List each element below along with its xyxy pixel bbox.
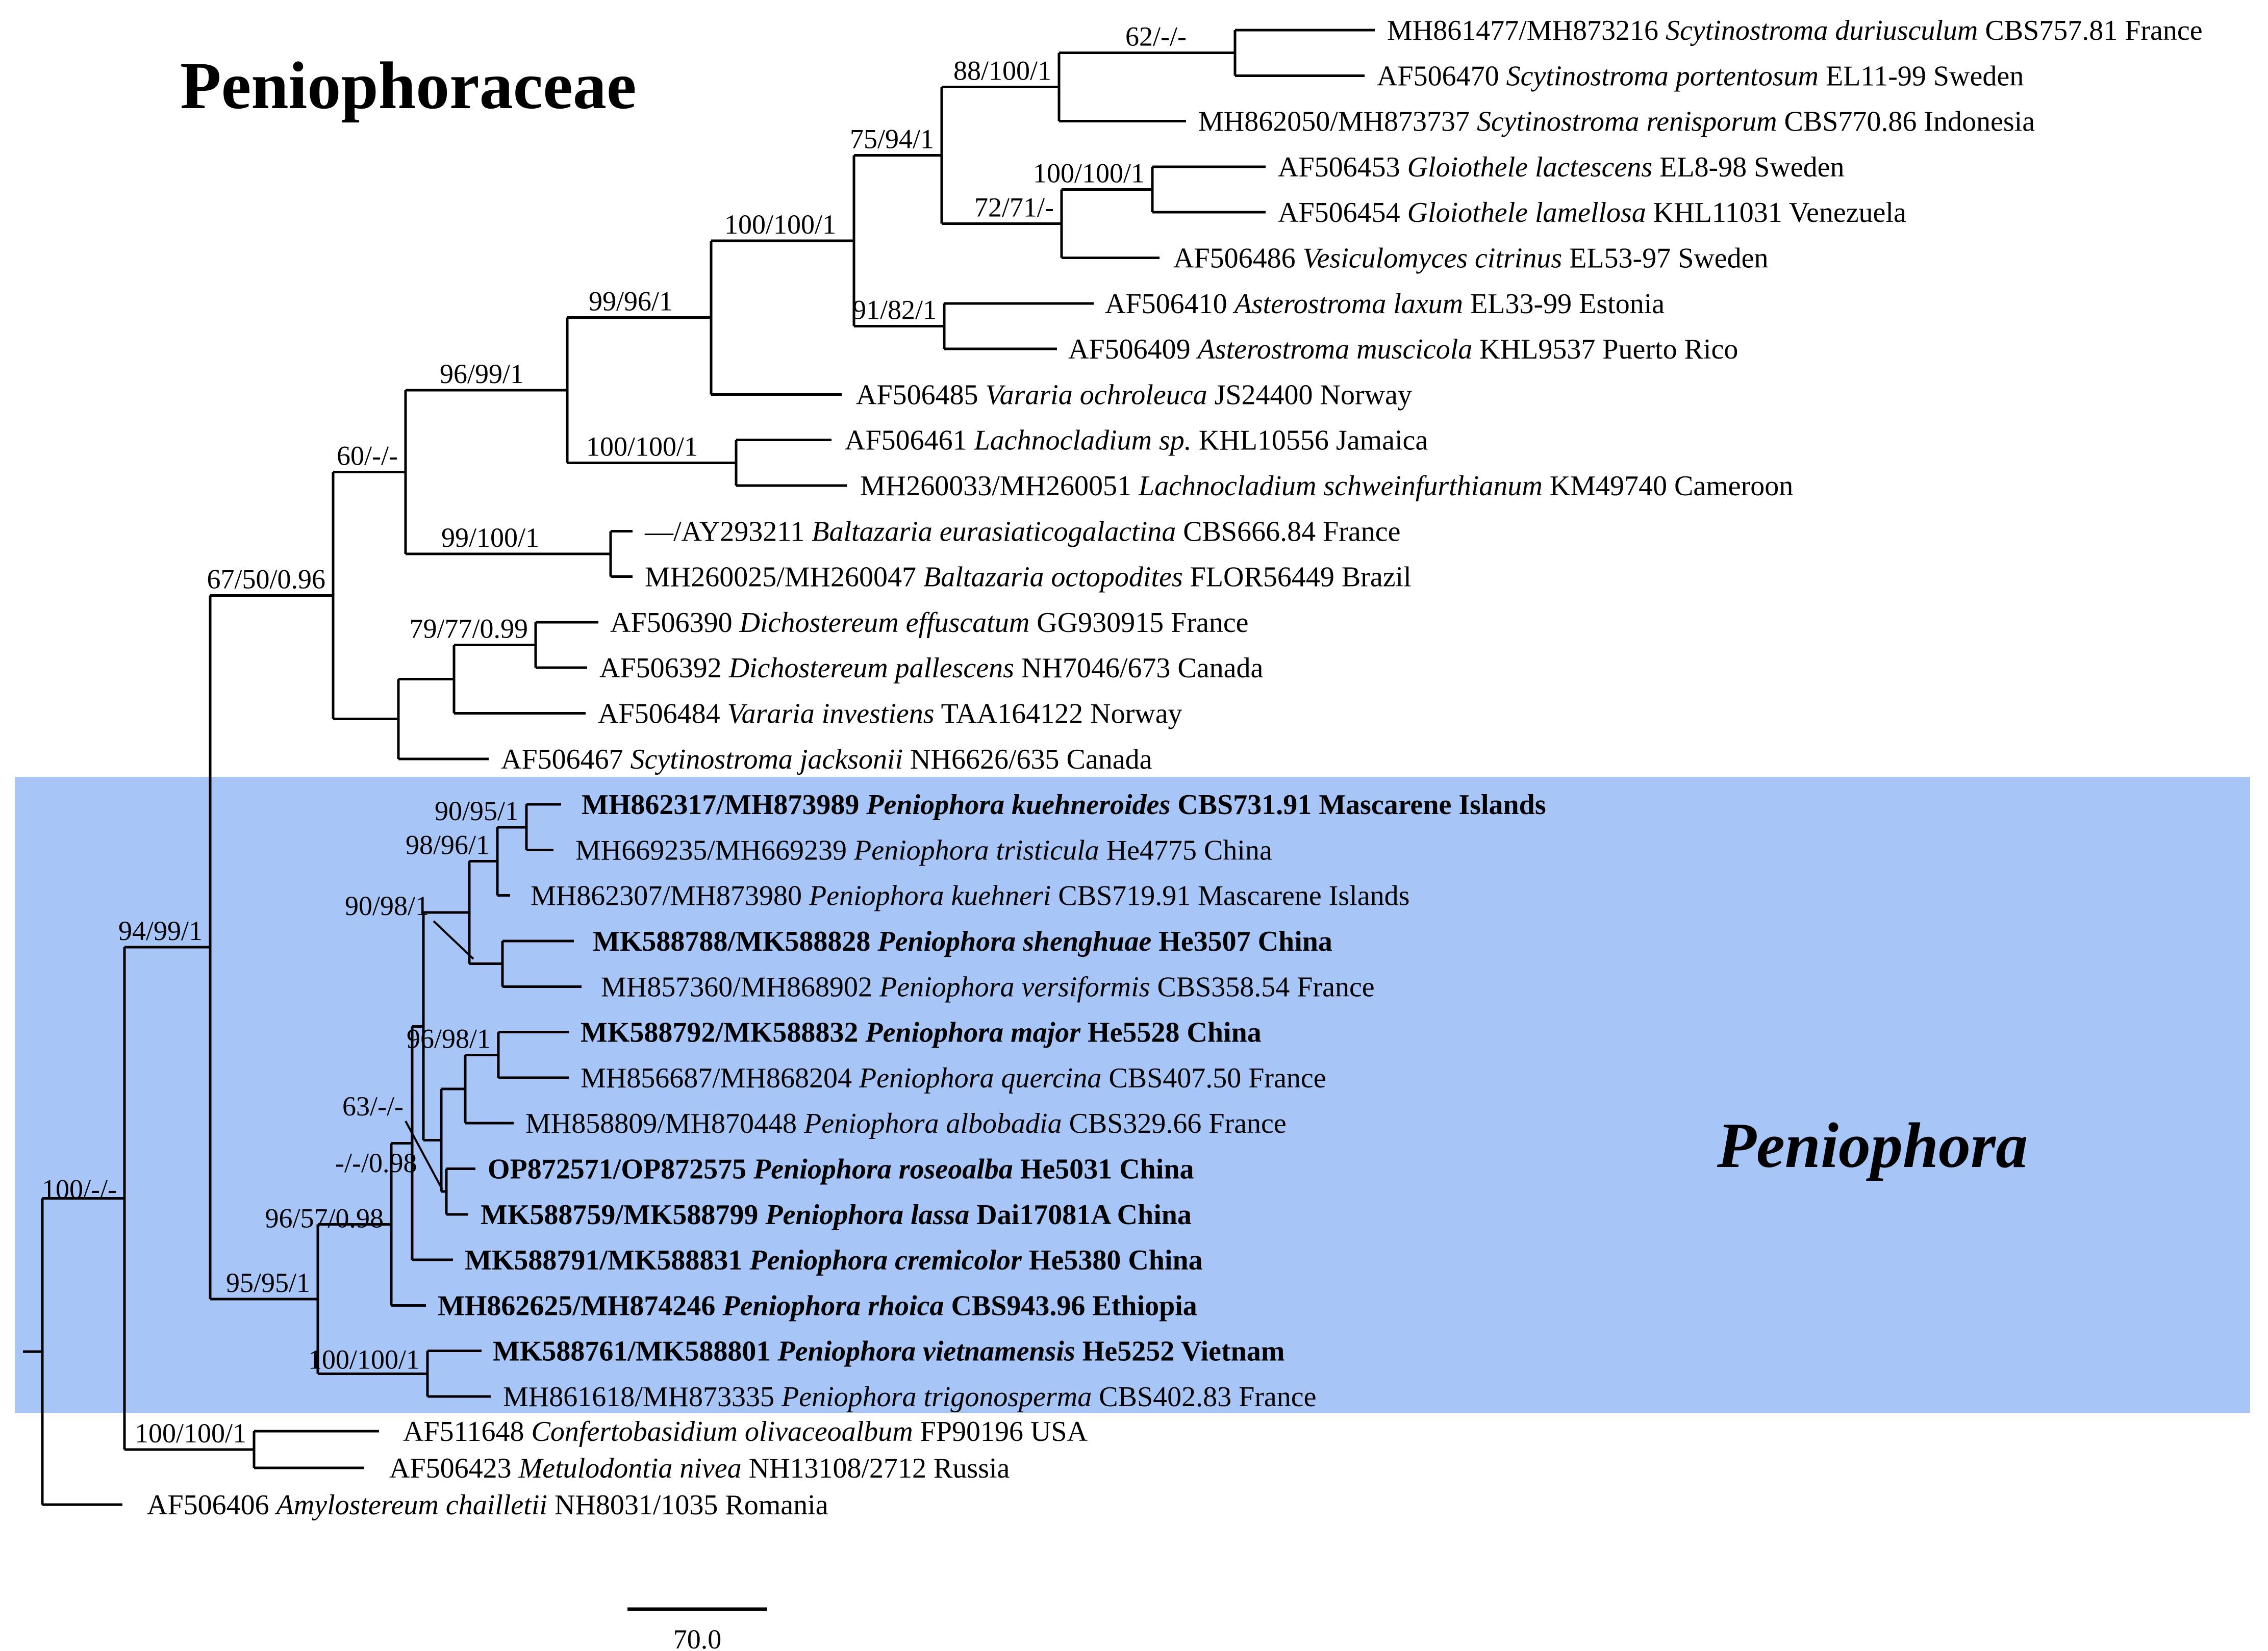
tip-label: MH260025/MH260047 Baltazaria octopodites FLOR56449 Brazil	[645, 561, 1412, 593]
tip-label: MH862050/MH873737 Scytinostroma renisporum CBS770.86 Indonesia	[1198, 106, 2035, 138]
support-label: 91/82/1	[852, 294, 937, 325]
tip-label: —/AY293211 Baltazaria eurasiaticogalactina CBS666.84 France	[645, 516, 1401, 548]
support-label: 72/71/-	[974, 192, 1054, 223]
support-label: 95/95/1	[225, 1267, 310, 1298]
tip-label: MH862307/MH873980 Peniophora kuehneri CBS719.91 Mascarene Islands	[531, 880, 1410, 912]
tip-label: AF506409 Asterostroma muscicola KHL9537 Puerto Rico	[1068, 334, 1738, 366]
figure-title: Peniophoraceae	[180, 48, 637, 123]
support-label: 60/-/-	[337, 440, 398, 471]
tip-label: AF506454 Gloiothele lamellosa KHL11031 Venezuela	[1278, 197, 1906, 229]
support-label: 99/100/1	[441, 522, 539, 553]
tip-label: MH861477/MH873216 Scytinostroma duriusculum CBS757.81 France	[1387, 15, 2203, 46]
tip-label: MK588792/MK588832 Peniophora major He5528 China	[581, 1017, 1262, 1049]
support-label: 96/99/1	[439, 359, 524, 390]
support-label: 96/98/1	[406, 1023, 491, 1054]
tip-label: MH260033/MH260051 Lachnocladium schweinfurthianum KM49740 Cameroon	[860, 470, 1794, 502]
tip-label: MK588759/MK588799 Peniophora lassa Dai17081A China	[481, 1199, 1192, 1231]
support-label: 90/98/1	[345, 891, 430, 921]
support-label: 63/-/-	[342, 1091, 404, 1122]
tip-label: MK588791/MK588831 Peniophora cremicolor He5380 China	[465, 1244, 1203, 1277]
support-label: 100/-/-	[42, 1174, 117, 1205]
support-label: 79/77/0.99	[409, 613, 528, 644]
support-label: 88/100/1	[953, 55, 1051, 86]
tip-label: AF506410 Asterostroma laxum EL33-99 Estonia	[1105, 288, 1665, 320]
support-label: 99/96/1	[588, 286, 673, 317]
tip-label: AF506461 Lachnocladium sp. KHL10556 Jamaica	[845, 424, 1428, 456]
support-label: 62/-/-	[1125, 21, 1187, 52]
support-label: 90/95/1	[434, 795, 519, 826]
support-label: 100/100/1	[1032, 158, 1145, 189]
tip-label: AF506406 Amylostereum chailletii NH8031/1035 Romania	[147, 1489, 828, 1521]
support-label: 94/99/1	[118, 916, 203, 947]
tip-label: MH861618/MH873335 Peniophora trigonosperma CBS402.83 France	[503, 1381, 1317, 1413]
genus-peniophora-label: Peniophora	[1717, 1110, 2028, 1181]
tip-label: AF506390 Dichostereum effuscatum GG930915 France	[610, 606, 1249, 639]
support-label: 100/100/1	[724, 209, 836, 240]
tip-label: MK588788/MK588828 Peniophora shenghuae He3507 China	[593, 926, 1332, 957]
support-label: 100/100/1	[308, 1344, 420, 1375]
tip-label: AF506467 Scytinostroma jacksonii NH6626/635 Canada	[501, 743, 1152, 775]
support-label: 75/94/1	[849, 123, 934, 155]
tip-label: MH669235/MH669239 Peniophora tristicula He4775 China	[575, 834, 1272, 867]
tip-label: MH856687/MH868204 Peniophora quercina CBS407.50 France	[581, 1062, 1326, 1094]
scale-bar-value: 70.0	[673, 1624, 722, 1651]
tip-label: AF506485 Vararia ochroleuca JS24400 Norway	[856, 379, 1412, 411]
tip-label: MK588761/MK588801 Peniophora vietnamensis He5252 Vietnam	[493, 1335, 1285, 1367]
tip-label: OP872571/OP872575 Peniophora roseoalba He5031 China	[488, 1153, 1194, 1185]
support-label: 100/100/1	[134, 1418, 246, 1449]
tip-label: AF511648 Confertobasidium olivaceoalbum FP90196 USA	[403, 1416, 1088, 1447]
tip-label: AF506486 Vesiculomyces citrinus EL53-97 Sweden	[1173, 242, 1769, 274]
support-label: 96/57/0.98	[265, 1203, 384, 1234]
tip-label: MH862317/MH873989 Peniophora kuehneroides CBS731.91 Mascarene Islands	[582, 789, 1546, 821]
support-label: 98/96/1	[405, 829, 490, 860]
tip-label: AF506423 Metulodontia nivea NH13108/2712 Russia	[389, 1453, 1010, 1484]
tip-label: MH862625/MH874246 Peniophora rhoica CBS943.96 Ethiopia	[438, 1290, 1197, 1322]
tip-label: MH858809/MH870448 Peniophora albobadia CBS329.66 France	[525, 1108, 1287, 1140]
tip-label: AF506484 Vararia investiens TAA164122 Norway	[598, 698, 1182, 730]
tip-label: AF506470 Scytinostroma portentosum EL11-99 Sweden	[1377, 60, 2024, 92]
tip-label: MH857360/MH868902 Peniophora versiformis CBS358.54 France	[601, 971, 1375, 1003]
tip-label: AF506392 Dichostereum pallescens NH7046/673 Canada	[599, 652, 1264, 684]
support-label: 67/50/0.96	[207, 564, 325, 595]
tip-label: AF506453 Gloiothele lactescens EL8-98 Sweden	[1278, 151, 1845, 183]
support-label: 100/100/1	[586, 431, 698, 462]
support-label: -/-/0.98	[335, 1148, 417, 1178]
